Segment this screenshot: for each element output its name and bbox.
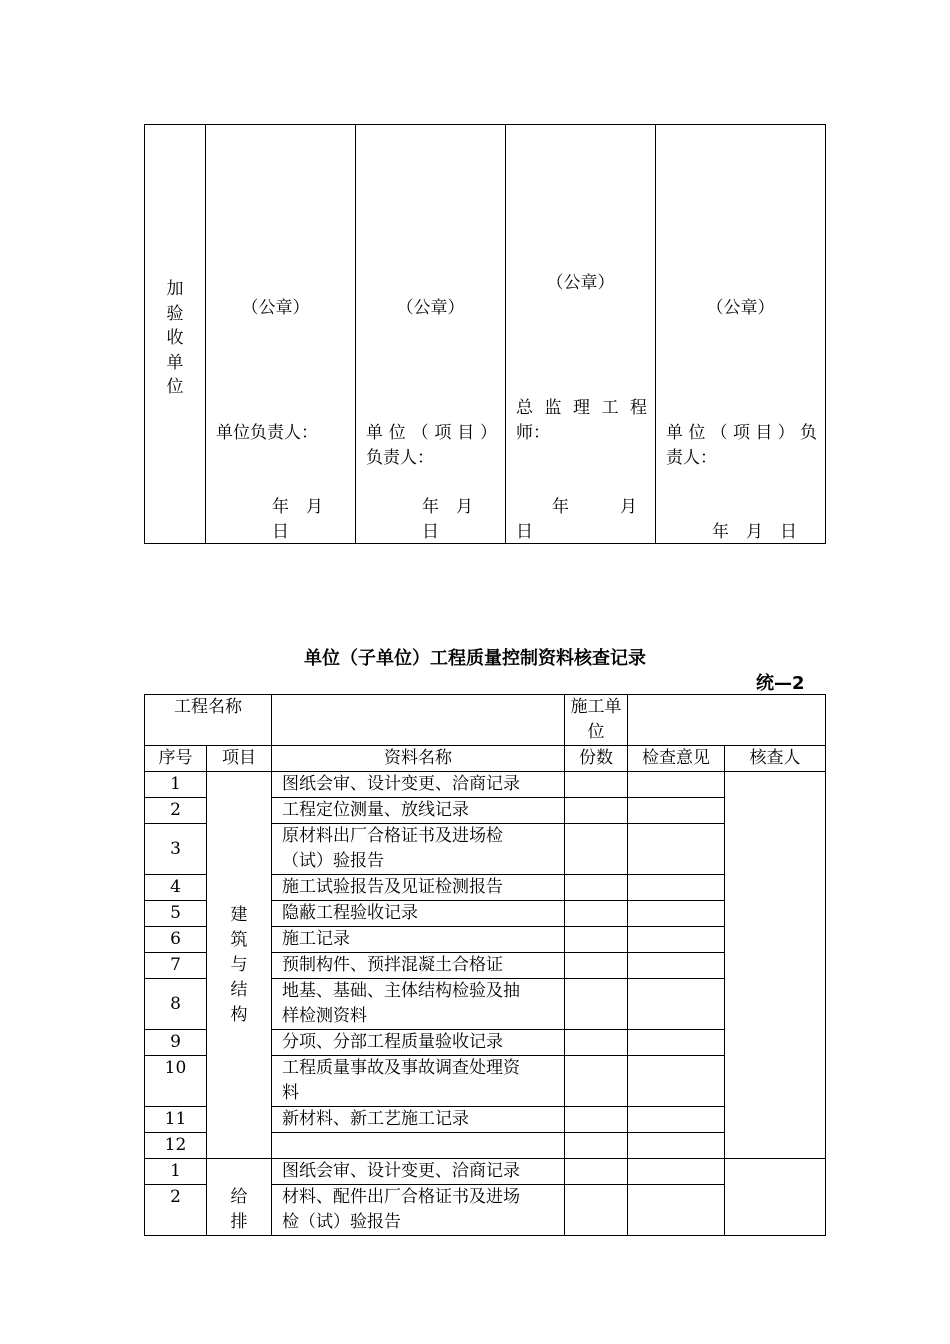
responsible-person-label-line1: 单位（项目） [366, 423, 497, 443]
category-cell-building-structure [207, 772, 272, 1159]
header-copies: 份数 [565, 746, 628, 772]
row-seq: 4 [145, 875, 207, 901]
row-opinion [628, 875, 725, 901]
row-seq: 5 [145, 901, 207, 927]
responsible-person-label-line2: 责人： [666, 448, 717, 468]
responsible-person-label: 单位负责人： [216, 423, 318, 443]
row-copies [565, 824, 628, 875]
header-item: 项目 [207, 746, 272, 772]
date-day: 日 [516, 522, 533, 542]
official-seal-text: （公章） [396, 298, 465, 318]
row-doc-name: 预制构件、预拌混凝土合格证 [272, 953, 565, 979]
row-doc-name: 隐蔽工程验收记录 [272, 901, 565, 927]
row-doc-name: 分项、分部工程质量验收记录 [272, 1030, 565, 1056]
checker-cell [725, 772, 826, 1159]
header-row [145, 746, 826, 772]
row-copies [565, 772, 628, 798]
category-label: 给 排 [230, 1187, 248, 1232]
row-doc-name: 工程定位测量、放线记录 [272, 798, 565, 824]
row-copies [565, 979, 628, 1030]
row-copies [565, 798, 628, 824]
row-opinion [628, 979, 725, 1030]
row-copies [565, 1159, 628, 1185]
row-opinion [628, 1056, 725, 1107]
row-doc-name: 原材料出厂合格证书及进场检 （试）验报告 [272, 824, 565, 875]
acceptance-cell-4 [656, 125, 826, 544]
header-checker: 核查人 [725, 746, 826, 772]
responsible-person-label-line2: 负责人： [366, 448, 434, 468]
table-row [145, 772, 826, 798]
row-doc-name: 工程质量事故及事故调查处理资 料 [272, 1056, 565, 1107]
official-seal-text: （公章） [546, 273, 615, 293]
date-full: 年 月 日 [712, 522, 797, 542]
row-seq: 2 [145, 798, 207, 824]
row-doc-name: 图纸会审、设计变更、洽商记录 [272, 772, 565, 798]
row-copies [565, 1030, 628, 1056]
row-copies [565, 875, 628, 901]
row-opinion [628, 953, 725, 979]
row-opinion [628, 1030, 725, 1056]
row-copies [565, 1185, 628, 1236]
acceptance-cell-3 [506, 125, 656, 544]
date-year-month: 年 月 [272, 497, 323, 517]
project-name-value [272, 695, 565, 746]
row-doc-name: 新材料、新工艺施工记录 [272, 1107, 565, 1133]
row-opinion [628, 1107, 725, 1133]
row-opinion [628, 1133, 725, 1159]
table-row [145, 1159, 826, 1185]
row-opinion [628, 1159, 725, 1185]
row-seq: 2 [145, 1185, 207, 1236]
form-code: 统—2 [756, 673, 805, 694]
official-seal-text: （公章） [241, 298, 310, 318]
checker-cell [725, 1159, 826, 1236]
row-doc-name: 地基、基础、主体结构检验及抽 样检测资料 [272, 979, 565, 1030]
row-opinion [628, 927, 725, 953]
row-doc-name: 图纸会审、设计变更、洽商记录 [272, 1159, 565, 1185]
date-year-month: 年 月 [422, 497, 473, 517]
row-copies [565, 953, 628, 979]
responsible-person-label-line1: 单位（项目）负 [666, 423, 817, 443]
construction-unit-value [628, 695, 826, 746]
date-day: 日 [422, 522, 439, 542]
row-copies [565, 1133, 628, 1159]
acceptance-unit-label-cell [145, 125, 206, 544]
row-copies [565, 1056, 628, 1107]
row-opinion [628, 1185, 725, 1236]
row-seq: 1 [145, 772, 207, 798]
row-seq: 3 [145, 824, 207, 875]
row-seq: 7 [145, 953, 207, 979]
row-opinion [628, 772, 725, 798]
row-doc-name: 施工记录 [272, 927, 565, 953]
chief-supervisor-label-line2: 师： [516, 423, 550, 443]
row-doc-name: 材料、配件出厂合格证书及进场 检（试）验报告 [272, 1185, 565, 1236]
header-seq: 序号 [145, 746, 207, 772]
header-opinion: 检查意见 [628, 746, 725, 772]
row-copies [565, 927, 628, 953]
row-opinion [628, 798, 725, 824]
official-seal-text: （公章） [706, 298, 775, 318]
acceptance-cell-2 [356, 125, 506, 544]
chief-supervisor-label-line1: 总监理工程 [516, 398, 647, 418]
row-doc-name [272, 1133, 565, 1159]
row-opinion [628, 901, 725, 927]
date-day: 日 [272, 522, 289, 542]
row-seq: 12 [145, 1133, 207, 1159]
row-copies [565, 1107, 628, 1133]
row-seq: 11 [145, 1107, 207, 1133]
row-seq: 8 [145, 979, 207, 1030]
document-title: 单位（子单位）工程质量控制资料核查记录 [304, 648, 646, 669]
quality-control-check-table [144, 694, 826, 1236]
project-name-label: 工程名称 [145, 695, 272, 746]
construction-unit-label: 施工单位 [565, 695, 628, 746]
row-doc-name: 施工试验报告及见证检测报告 [272, 875, 565, 901]
row-copies [565, 901, 628, 927]
date-year-month: 年 月 [552, 497, 637, 517]
row-opinion [628, 824, 725, 875]
row-seq: 10 [145, 1056, 207, 1107]
row-seq: 1 [145, 1159, 207, 1185]
category-cell-water-drainage [207, 1159, 272, 1236]
row-seq: 9 [145, 1030, 207, 1056]
category-label: 建 筑 与 结 构 [230, 904, 248, 1025]
acceptance-unit-label: 加 验 收 单 位 [166, 279, 184, 397]
header-doc-name: 资料名称 [272, 746, 565, 772]
acceptance-signature-table [144, 124, 826, 544]
row-seq: 6 [145, 927, 207, 953]
project-info-row [145, 695, 826, 746]
acceptance-cell-1 [206, 125, 356, 544]
